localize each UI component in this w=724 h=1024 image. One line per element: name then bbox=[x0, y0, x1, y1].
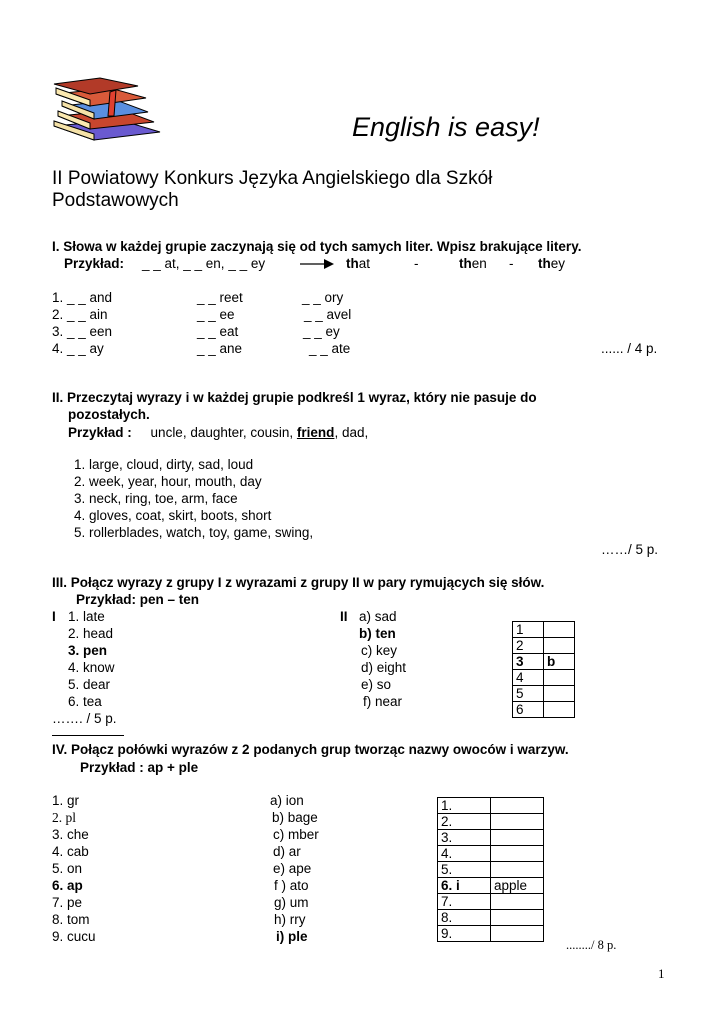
s1-row-2-col-2: _ _ ee bbox=[197, 307, 235, 322]
s2-item-2: 2. week, year, hour, mouth, day bbox=[74, 474, 262, 489]
section-4-heading: IV. Połącz połówki wyrazów z 2 podanych grup tworząc nazwy owoców i warzyw. bbox=[52, 742, 569, 757]
group-2-item-d: d) eight bbox=[361, 660, 407, 675]
grid-4-row bbox=[438, 878, 544, 894]
grid-4-num: 6. i bbox=[438, 878, 491, 894]
s1-row-2-col-1: 2. _ _ ain bbox=[52, 307, 108, 322]
books-stack-icon bbox=[50, 76, 166, 142]
group-1-item-5: 5. dear bbox=[68, 677, 111, 692]
group-1-label: I bbox=[52, 609, 56, 624]
grid-4-num: 3. bbox=[438, 830, 491, 846]
group-1-item-4: 4. know bbox=[68, 660, 115, 675]
grid-4-row bbox=[438, 846, 544, 862]
grid-3-row bbox=[513, 638, 575, 654]
s2-item-3: 3. neck, ring, toe, arm, face bbox=[74, 491, 238, 506]
section-divider bbox=[52, 735, 124, 736]
section-2-heading-cont: pozostałych. bbox=[68, 407, 150, 422]
s1-row-1-col-3: _ _ ory bbox=[302, 290, 344, 305]
grid-4-num: 5. bbox=[438, 862, 491, 878]
section-2-example: Przykład : uncle, daughter, cousin, friend, dad, bbox=[68, 425, 369, 440]
grid-3-row bbox=[513, 702, 575, 718]
grid-3-answer[interactable] bbox=[544, 686, 575, 702]
grid-3-answer[interactable] bbox=[544, 638, 575, 654]
grid-4-answer[interactable] bbox=[491, 926, 544, 942]
example-answer-3: they bbox=[538, 256, 566, 271]
group-1-item-2: 2. head bbox=[68, 626, 114, 641]
grid-3-row bbox=[513, 670, 575, 686]
grid-4-num: 8. bbox=[438, 910, 491, 926]
page-subtitle: II Powiatowy Konkurs Języka Angielskiego dla Szkół Podstawowych bbox=[52, 168, 493, 211]
section-2-score: ……/ 5 p. bbox=[601, 542, 659, 557]
grid-4-num: 4. bbox=[438, 846, 491, 862]
grid-4-answer[interactable] bbox=[491, 862, 544, 878]
section-1-heading: I. Słowa w każdej grupie zaczynają się od tych samych liter. Wpisz brakujące litery. bbox=[52, 239, 582, 254]
grid-4-answer[interactable] bbox=[491, 846, 544, 862]
s2-item-1: 1. large, cloud, dirty, sad, loud bbox=[74, 457, 254, 472]
grid-3-answer[interactable] bbox=[544, 670, 575, 686]
grid-4-answer[interactable] bbox=[491, 798, 544, 814]
group-2-item-c: c) key bbox=[361, 643, 398, 658]
s1-row-3-col-2: _ _ eat bbox=[197, 324, 239, 339]
grid-4-num: 2. bbox=[438, 814, 491, 830]
section-1-example-words: _ _ at, _ _ en, _ _ ey bbox=[142, 256, 266, 271]
group-2-item-b: b) ten bbox=[359, 626, 396, 641]
s2-item-4: 4. gloves, coat, skirt, boots, short bbox=[74, 508, 272, 523]
example-dash-2: - bbox=[509, 256, 514, 271]
s4-right-g: g) um bbox=[274, 895, 309, 910]
grid-3-answer[interactable]: b bbox=[544, 654, 575, 670]
grid-4-row bbox=[438, 862, 544, 878]
section-3-example: Przykład: pen – ten bbox=[76, 592, 200, 607]
group-2-label: II bbox=[340, 609, 348, 624]
s4-right-a: a) ion bbox=[270, 793, 304, 808]
grid-4-row bbox=[438, 926, 544, 942]
s1-row-3-col-3: _ _ ey bbox=[303, 324, 340, 339]
grid-4-row bbox=[438, 894, 544, 910]
arrow-right-icon bbox=[300, 258, 334, 270]
s1-row-4-col-2: _ _ ane bbox=[197, 341, 243, 356]
grid-4-answer[interactable] bbox=[491, 830, 544, 846]
group-1-item-6: 6. tea bbox=[68, 694, 102, 709]
grid-3-num: 6 bbox=[513, 702, 544, 718]
grid-4-row bbox=[438, 798, 544, 814]
s4-left-6: 6. ap bbox=[52, 878, 83, 893]
s4-right-f: f ) ato bbox=[274, 878, 309, 893]
example-answer-1: that bbox=[346, 256, 371, 271]
grid-3-answer[interactable] bbox=[544, 622, 575, 638]
s4-left-3: 3. che bbox=[52, 827, 89, 842]
s4-right-e: e) ape bbox=[273, 861, 312, 876]
section-4-score: ......../ 8 p. bbox=[566, 938, 617, 952]
grid-3-num: 2 bbox=[513, 638, 544, 654]
answer-grid-3 bbox=[512, 621, 575, 718]
page-number: 1 bbox=[658, 966, 665, 981]
example-dash-1: - bbox=[414, 256, 419, 271]
grid-4-answer[interactable] bbox=[491, 814, 544, 830]
s4-right-i: i) ple bbox=[276, 929, 308, 944]
grid-3-num: 4 bbox=[513, 670, 544, 686]
s4-left-1: 1. gr bbox=[52, 793, 80, 808]
section-4-example: Przykład : ap + ple bbox=[80, 760, 199, 775]
s4-right-b: b) bage bbox=[272, 810, 318, 825]
group-2-item-e: e) so bbox=[361, 677, 392, 692]
group-2-item-f: f) near bbox=[363, 694, 403, 709]
s1-row-1-col-2: _ _ reet bbox=[197, 290, 243, 305]
s4-left-2: 2. pl bbox=[52, 810, 77, 825]
s2-item-5: 5. rollerblades, watch, toy, game, swing, bbox=[74, 525, 314, 540]
group-2-item-a: a) sad bbox=[359, 609, 397, 624]
s1-row-1-col-1: 1. _ _ and bbox=[52, 290, 113, 305]
s4-left-4: 4. cab bbox=[52, 844, 89, 859]
section-3-score: ……. / 5 p. bbox=[52, 711, 117, 726]
grid-3-row bbox=[513, 622, 575, 638]
grid-4-num: 1. bbox=[438, 798, 491, 814]
grid-3-answer[interactable] bbox=[544, 702, 575, 718]
s1-row-4-col-3: _ _ ate bbox=[309, 341, 351, 356]
grid-3-num: 3 bbox=[513, 654, 544, 670]
s1-row-4-col-1: 4. _ _ ay bbox=[52, 341, 104, 356]
section-1-score: ...... / 4 p. bbox=[601, 341, 658, 356]
group-1-item-1: 1. late bbox=[68, 609, 105, 624]
grid-4-row bbox=[438, 830, 544, 846]
page-title: English is easy! bbox=[352, 112, 540, 142]
s4-left-9: 9. cucu bbox=[52, 929, 96, 944]
s4-right-h: h) rry bbox=[274, 912, 306, 927]
grid-4-answer[interactable] bbox=[491, 910, 544, 926]
grid-4-num: 7. bbox=[438, 894, 491, 910]
group-1-item-3: 3. pen bbox=[68, 643, 108, 658]
grid-4-row bbox=[438, 814, 544, 830]
s4-left-8: 8. tom bbox=[52, 912, 90, 927]
answer-grid-4 bbox=[437, 797, 544, 942]
grid-4-answer[interactable] bbox=[491, 894, 544, 910]
s4-left-5: 5. on bbox=[52, 861, 83, 876]
grid-3-row bbox=[513, 654, 575, 670]
example-answer-2: then bbox=[459, 256, 487, 271]
grid-3-num: 1 bbox=[513, 622, 544, 638]
grid-4-answer[interactable]: apple bbox=[491, 878, 544, 894]
section-2-heading: II. Przeczytaj wyrazy i w każdej grupie podkreśl 1 wyraz, który nie pasuje do bbox=[52, 390, 537, 405]
s4-left-7: 7. pe bbox=[52, 895, 83, 910]
s4-right-d: d) ar bbox=[273, 844, 301, 859]
section-1-example-label: Przykład: bbox=[64, 256, 125, 271]
s4-right-c: c) mber bbox=[273, 827, 319, 842]
grid-3-num: 5 bbox=[513, 686, 544, 702]
grid-4-row bbox=[438, 910, 544, 926]
s1-row-3-col-1: 3. _ _ een bbox=[52, 324, 113, 339]
grid-4-num: 9. bbox=[438, 926, 491, 942]
s1-row-2-col-3: _ _ avel bbox=[304, 307, 352, 322]
section-3-heading: III. Połącz wyrazy z grupy I z wyrazami z grupy II w pary rymujących się słów. bbox=[52, 575, 545, 590]
grid-3-row bbox=[513, 686, 575, 702]
